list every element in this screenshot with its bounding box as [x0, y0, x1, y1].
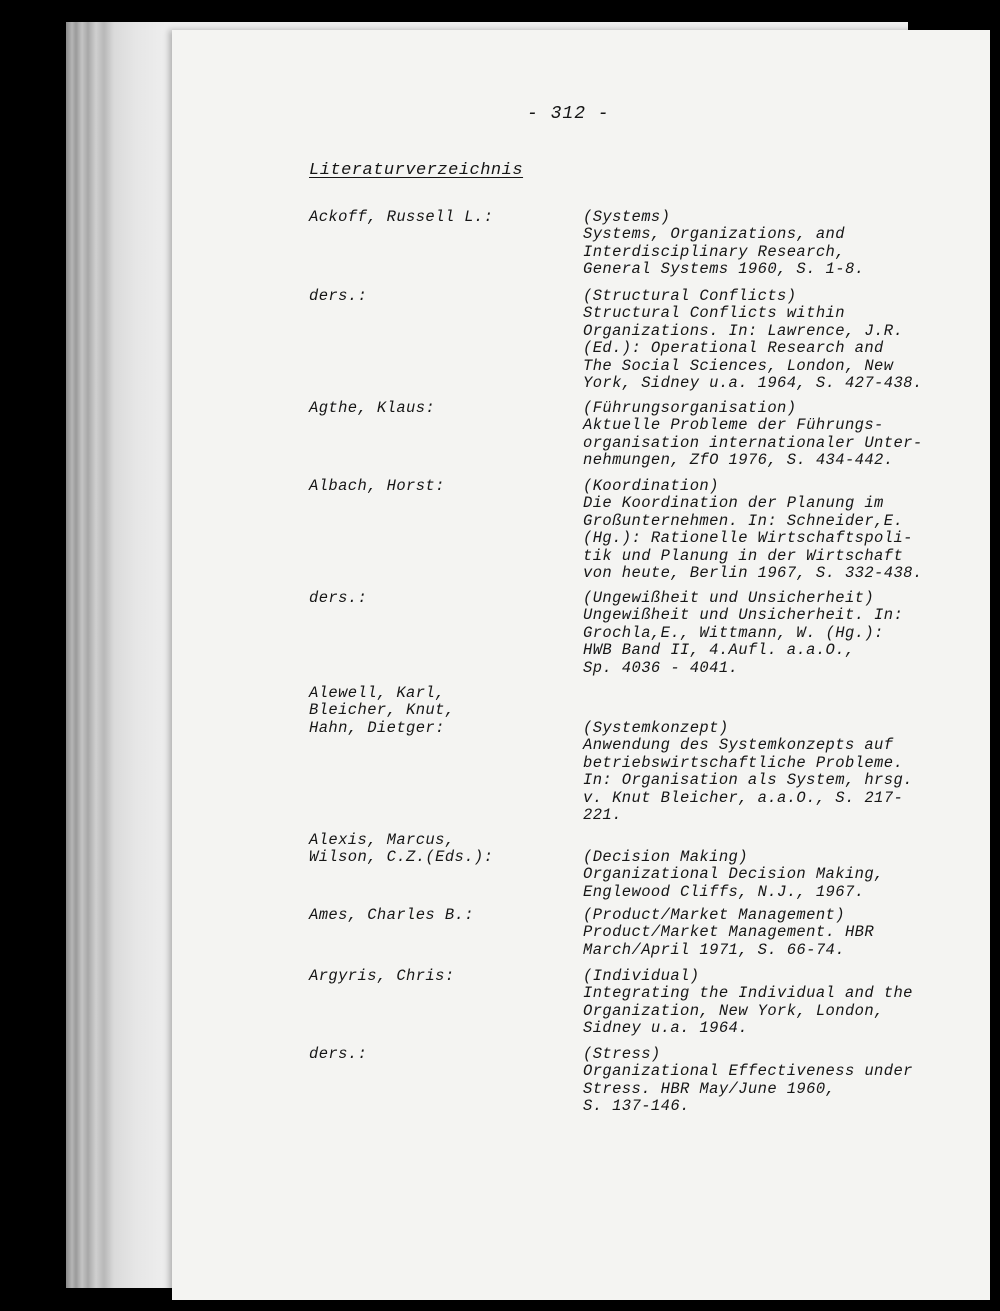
book-page	[172, 30, 990, 1300]
reference-line: Sp. 4036 - 4041.	[583, 658, 739, 677]
entry-author: ders.:	[309, 1045, 368, 1063]
entry-author: Argyris, Chris:	[309, 967, 455, 985]
reference-line: (Structural Conflicts)	[583, 287, 797, 305]
reference-line: tik und Planung in der Wirtschaft	[583, 546, 904, 565]
reference-line: Organizations. In: Lawrence, J.R.	[583, 321, 904, 340]
entry-reference	[583, 400, 983, 470]
reference-line: Grochla,E., Wittmann, W. (Hg.):	[583, 623, 884, 642]
reference-line: Anwendung des Systemkonzepts auf	[583, 736, 894, 755]
reference-line: Aktuelle Probleme der Führungs-	[583, 416, 884, 435]
entry-reference	[583, 720, 983, 824]
reference-line: (Führungsorganisation)	[583, 399, 797, 417]
reference-line: Sidney u.a. 1964.	[583, 1019, 748, 1038]
reference-line: Großunternehmen. In: Schneider,E.	[583, 511, 904, 530]
reference-line: 221.	[583, 806, 622, 825]
entry-reference	[583, 968, 983, 1038]
reference-line: von heute, Berlin 1967, S. 332-438.	[583, 564, 923, 583]
reference-line: organisation internationaler Unter-	[583, 433, 923, 452]
entry-author: Albach, Horst:	[309, 477, 445, 495]
reference-line: S. 137-146.	[583, 1097, 690, 1116]
entry-reference	[583, 478, 983, 582]
reference-line: (Decision Making)	[583, 848, 748, 866]
reference-line: (Ed.): Operational Research and	[583, 339, 884, 358]
reference-line: Englewood Cliffs, N.J., 1967.	[583, 882, 865, 901]
entry-author: Ames, Charles B.:	[309, 906, 474, 924]
reference-line: Interdisciplinary Research,	[583, 242, 845, 261]
reference-line: HWB Band II, 4.Aufl. a.a.O.,	[583, 641, 855, 660]
reference-line: Systems, Organizations, and	[583, 225, 845, 244]
reference-line: betriebswirtschaftliche Probleme.	[583, 753, 904, 772]
page-number: - 312 -	[527, 104, 610, 124]
reference-line: General Systems 1960, S. 1-8.	[583, 260, 865, 279]
reference-line: The Social Sciences, London, New	[583, 356, 894, 375]
reference-line: March/April 1971, S. 66-74.	[583, 940, 845, 959]
reference-line: Die Koordination der Planung im	[583, 494, 884, 513]
reference-line: Structural Conflicts within	[583, 304, 845, 323]
entry-reference	[583, 907, 983, 959]
reference-line: (Stress)	[583, 1045, 661, 1063]
page-title: Literaturverzeichnis	[309, 161, 524, 180]
reference-line: (Individual)	[583, 967, 700, 985]
entry-reference	[583, 1046, 983, 1116]
reference-line: Organization, New York, London,	[583, 1001, 884, 1020]
reference-line: (Koordination)	[583, 477, 719, 495]
reference-line: (Hg.): Rationelle Wirtschaftspoli-	[583, 529, 913, 548]
reference-line: (Ungewißheit und Unsicherheit)	[583, 589, 875, 607]
reference-line: Ungewißheit und Unsicherheit. In:	[583, 606, 904, 625]
reference-line: Organizational Decision Making,	[583, 865, 884, 884]
entry-reference	[583, 288, 983, 392]
reference-line: Stress. HBR May/June 1960,	[583, 1079, 836, 1098]
entry-author: Alewell, Karl, Bleicher, Knut, Hahn, Dietger:	[309, 684, 455, 737]
entry-author: Alexis, Marcus, Wilson, C.Z.(Eds.):	[309, 831, 494, 867]
reference-line: (Systems)	[583, 208, 671, 226]
reference-line: Product/Market Management. HBR	[583, 923, 875, 942]
reference-line: (Systemkonzept)	[583, 719, 729, 737]
entry-reference	[583, 209, 983, 279]
entry-author: Ackoff, Russell L.:	[309, 208, 494, 226]
entry-reference	[583, 849, 983, 901]
reference-line: Integrating the Individual and the	[583, 984, 913, 1003]
reference-line: (Product/Market Management)	[583, 906, 845, 924]
reference-line: nehmungen, ZfO 1976, S. 434-442.	[583, 451, 894, 470]
reference-line: In: Organisation als System, hrsg.	[583, 771, 913, 790]
reference-line: v. Knut Bleicher, a.a.O., S. 217-	[583, 788, 904, 807]
entry-reference	[583, 590, 983, 677]
entry-author: ders.:	[309, 287, 368, 305]
reference-line: York, Sidney u.a. 1964, S. 427-438.	[583, 374, 923, 393]
entry-author: ders.:	[309, 589, 368, 607]
reference-line: Organizational Effectiveness under	[583, 1062, 913, 1081]
entry-author: Agthe, Klaus:	[309, 399, 436, 417]
